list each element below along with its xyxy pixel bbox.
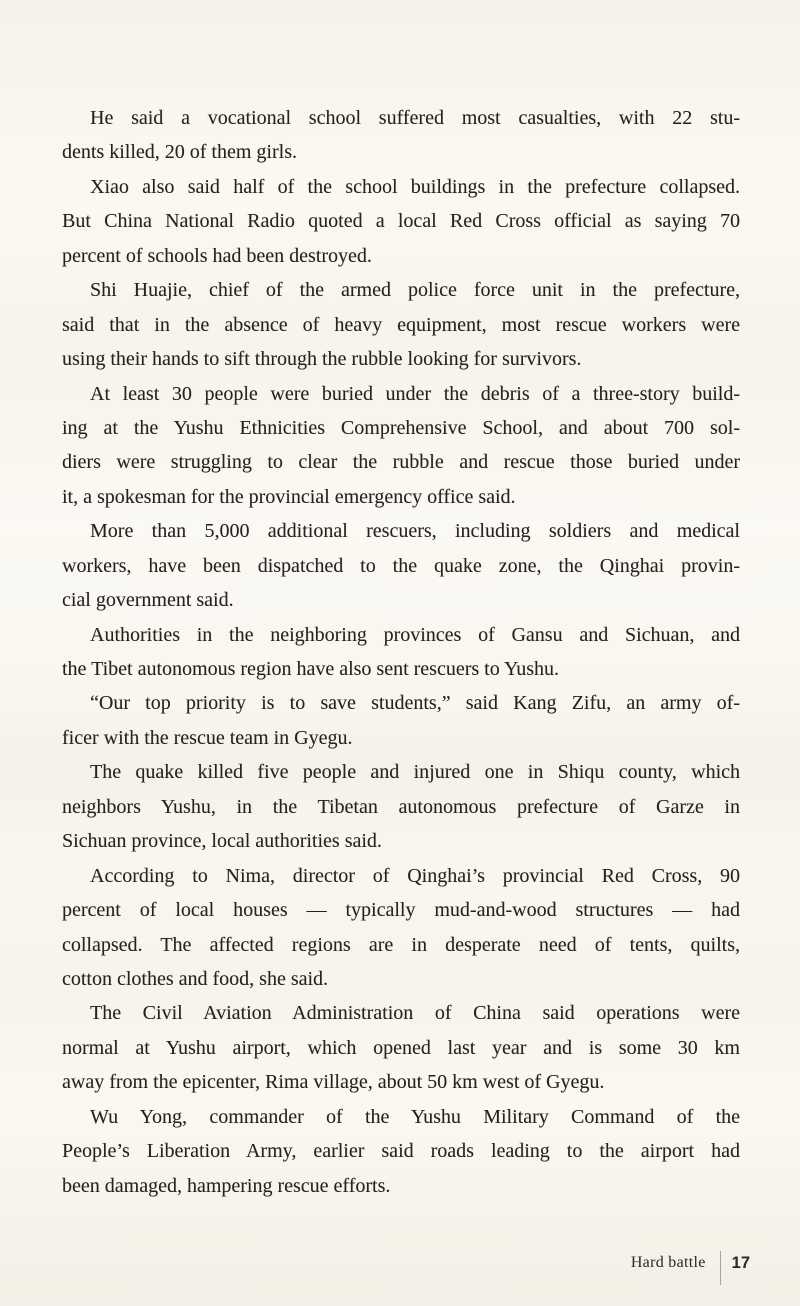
text-line: Wu Yong, commander of the Yushu Military Command of the [90,1105,740,1128]
page-footer [631,1245,750,1285]
text-block [62,101,740,1203]
text-line: People’s Liberation Army, earlier said roads leading to the airport had [62,1140,740,1163]
text-line: diers were struggling to clear the rubble and rescue those buried under [62,451,740,474]
text-line: cial government said. [62,589,234,612]
text-line: dents killed, 20 of them girls. [62,141,297,164]
text-line: normal at Yushu airport, which opened last year and is some 30 km [62,1036,740,1059]
text-line: neighbors Yushu, in the Tibetan autonomous prefecture of Garze in [62,795,740,818]
text-line: percent of schools had been destroyed. [62,244,372,267]
text-line: the Tibet autonomous region have also sent rescuers to Yushu. [62,658,559,680]
text-line: it, a spokesman for the provincial emergency office said. [62,485,516,508]
text-line: collapsed. The affected regions are in desperate need of tents, quilts, [62,933,740,956]
text-line: workers, have been dispatched to the quake zone, the Qinghai provin- [62,554,740,577]
text-line: percent of local houses — typically mud-and-wood structures — had [62,899,740,922]
text-line: According to Nima, director of Qinghai’s provincial Red Cross, 90 [90,864,740,887]
text-line: using their hands to sift through the rubble looking for survivors. [62,348,582,371]
text-line: More than 5,000 additional rescuers, including soldiers and medical [90,520,740,543]
text-line: cotton clothes and food, she said. [62,967,329,990]
text-line: But China National Radio quoted a local Red Cross official as saying 70 [62,210,740,233]
text-line: said that in the absence of heavy equipment, most rescue workers were [62,313,740,336]
text-line: The quake killed five people and injured one in Shiqu county, which [90,761,740,784]
text-line: The Civil Aviation Administration of China said operations were [90,1002,740,1025]
text-line: Sichuan province, local authorities said. [62,830,382,853]
text-line: Shi Huajie, chief of the armed police force unit in the prefecture, [90,279,740,302]
text-line: away from the epicenter, Rima village, about 50 km west of Gyegu. [62,1071,605,1094]
text-line: Xiao also said half of the school buildings in the prefecture collapsed. [90,175,740,198]
text-line: ficer with the rescue team in Gyegu. [62,726,353,749]
text-line: been damaged, hampering rescue efforts. [62,1174,391,1197]
footer-divider [720,1251,721,1285]
text-line: He said a vocational school suffered most casualties, with 22 stu- [90,107,740,129]
footer-section-title: Hard battle [630,1254,706,1271]
text-line: ing at the Yushu Ethnicities Comprehensive School, and about 700 sol- [62,416,740,439]
text-line: At least 30 people were buried under the debris of a three-story build- [90,382,740,405]
footer-page-number: 17 [731,1253,750,1272]
text-line: Authorities in the neighboring provinces of Gansu and Sichuan, and [90,623,740,646]
text-line: “Our top priority is to save students,” said Kang Zifu, an army of- [90,692,740,715]
